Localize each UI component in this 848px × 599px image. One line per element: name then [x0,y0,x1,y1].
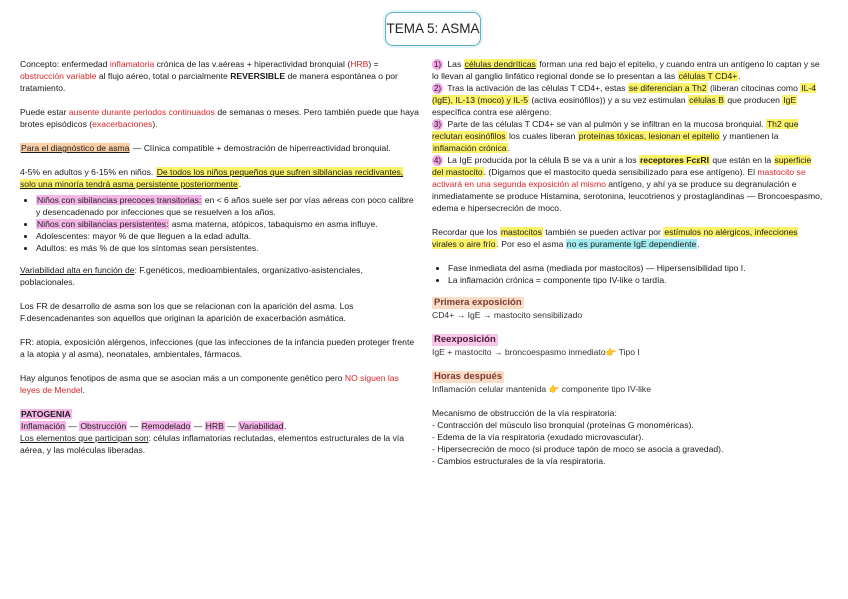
obstruction-mechanism: Mecanismo de obstrucción de la vía respiratoria: - Contracción del músculo liso bronquial (proteínas G monoméricas). - Edema de la vía respiratoria (exudado microvascular). - Hipersecreción de moco (si produce tapón de moco se asocia a gravedad). - Cambios estructurales de la vía respiratoria. [432,407,824,467]
list-item: - Cambios estructurales de la vía respiratoria. [432,456,606,466]
first-exposure: Primera exposición CD4+ → IgE → mastocito sensibilizado [432,297,583,320]
reexposure: Reexposición IgE + mastocito → broncoespasmo inmediato👉 Tipo I [432,334,640,357]
patogenia-heading: PATOGENIA [21,409,71,419]
list-item: • Niños con sibilancias persistentes: asma materna, atópicos, tabaquismo en asma influye. [36,218,420,230]
pointing-hand-icon: 👉 [548,384,560,394]
variability-paragraph: Variabilidad alta en función de: F.genéticos, medioambientales, organizativo-asistenciales, poblacionales. [20,265,363,287]
hours-later-heading: Horas después [434,371,503,382]
reexposure-heading: Reexposición [434,334,496,345]
right-column [432,58,824,467]
patogenia-chain: Inflamación — Obstrucción — Remodelado — HRB — Variabilidad. [21,421,287,431]
risk-factors-paragraph: Los FR de desarrollo de asma son los que se relacionan con la aparición del asma. Los F.desencadenantes son aquellos que originan la aparición de exacerbación asmática. [20,301,354,323]
page-title: TEMA 5: ASMA [385,12,481,46]
diagnosis-paragraph: Para el diagnóstico de asma — Clínica compatible + demostración de hiperreactividad bronquial. [21,143,391,153]
list-item: - Contracción del músculo liso bronquial (proteínas G monoméricas). [432,420,694,430]
step-3: 3) Parte de las células T CD4+ se van al pulmón y se infiltran en la mucosa bronquial. Th2 que reclutan eosinófilos los cuales liberan proteínas tóxicas, lesionan el epitelio y mantienen la inflamación crónica. [432,119,799,153]
phenotype-list [20,194,420,254]
phase-list [432,262,824,286]
genetics-paragraph: Hay algunos fenotipos de asma que se asocian más a un componente genético pero NO siguen las leyes de Mendel. [20,373,399,395]
patogenia-section [20,408,420,456]
list-item: - Edema de la vía respiratoria (exudado microvascular). [432,432,644,442]
list-item: • La inflamación crónica = componente tipo IV-like o tardía. [448,274,824,286]
list-item: - Hipersecreción de moco (si produce tapón de moco se asocia a gravedad). [432,444,724,454]
step-4: 4) La IgE producida por la célula B se va a unir a los receptores FcεRI que están en la superficie del mastocito. (Digamos que el mastocito queda sensibilizado para ese antígeno). El mastocito se activará en una segunda exposición al mismo antígeno, y ahí ya se produce su degranulación e inmediatamente se produce Histamina, serotonina, leucotrienos y prostaglandinas — Broncoespasmo, edema e hipersecreción de moco. [432,155,823,213]
patogenia-elements: Los elementos que participan son: células inflamatorias reclutadas, elementos estructurales de la vía aérea, y las moléculas liberadas. [20,433,405,455]
step-2: 2) Tras la activación de las células T CD4+, estas se diferencian a Th2 (liberan citocinas como IL-4 (IgE), IL-13 (moco) y IL-5 (activa eosinófilos)) y a su vez estimulan células B que producen IgE específica contra ese alérgeno. [432,83,817,117]
list-item: • Adolescentes: mayor % de que lleguen a la edad adulta. [36,230,420,242]
hours-later: Horas después Inflamación celular mantenida 👉 componente tipo IV-like [432,371,651,394]
list-item: • Niños con sibilancias precoces transitorias: en < 6 años suele ser por vías aéreas con poco calibre y desencadenado por infecciones que se resuelven a los años. [36,194,420,218]
step-1: 1) Las células dendríticas forman una red bajo el epitelio, y cuando entra un antígeno lo captan y se lo llevan al ganglio linfático regional donde se lo presentan a las células T CD4+. [432,59,820,81]
prevalence-paragraph: 4-5% en adultos y 6-15% en niños. De todos los niños pequeños que sufren sibilancias recidivantes, solo una minoría tendrá asma persistente posteriormente. [20,167,404,189]
first-exposure-heading: Primera exposición [434,297,522,308]
list-item: • Fase inmediata del asma (mediada por mastocitos) — Hipersensibilidad tipo I. [448,262,824,274]
pointing-hand-icon: 👉 [605,347,617,357]
list-item: • Adultos: es más % de que los síntomas sean persistentes. [36,242,420,254]
left-column [20,58,420,456]
episodes-paragraph: Puede estar ausente durante periodos continuados de semanas o meses. Pero también puede que haya brotes episódicos (exacerbaciones). [20,107,419,129]
fr-list-paragraph: FR: atopia, exposición alérgenos, infecciones (que las infecciones de la infancia pueden proteger frente a la atopia y al asma), neonatales, ambientales, fármacos. [20,337,415,359]
concept-paragraph: Concepto: enfermedad inflamatoria crónica de las v.aéreas + hiperactividad bronquial (HRB) = obstrucción variable al flujo aéreo, total o parcialmente REVERSIBLE de manera espontánea o por tratamiento. [20,59,398,93]
mastocyte-note: Recordar que los mastocitos también se pueden activar por estímulos no alérgicos, infecciones virales o aire frío. Por eso el asma no es puramente IgE dependiente. [432,227,798,249]
